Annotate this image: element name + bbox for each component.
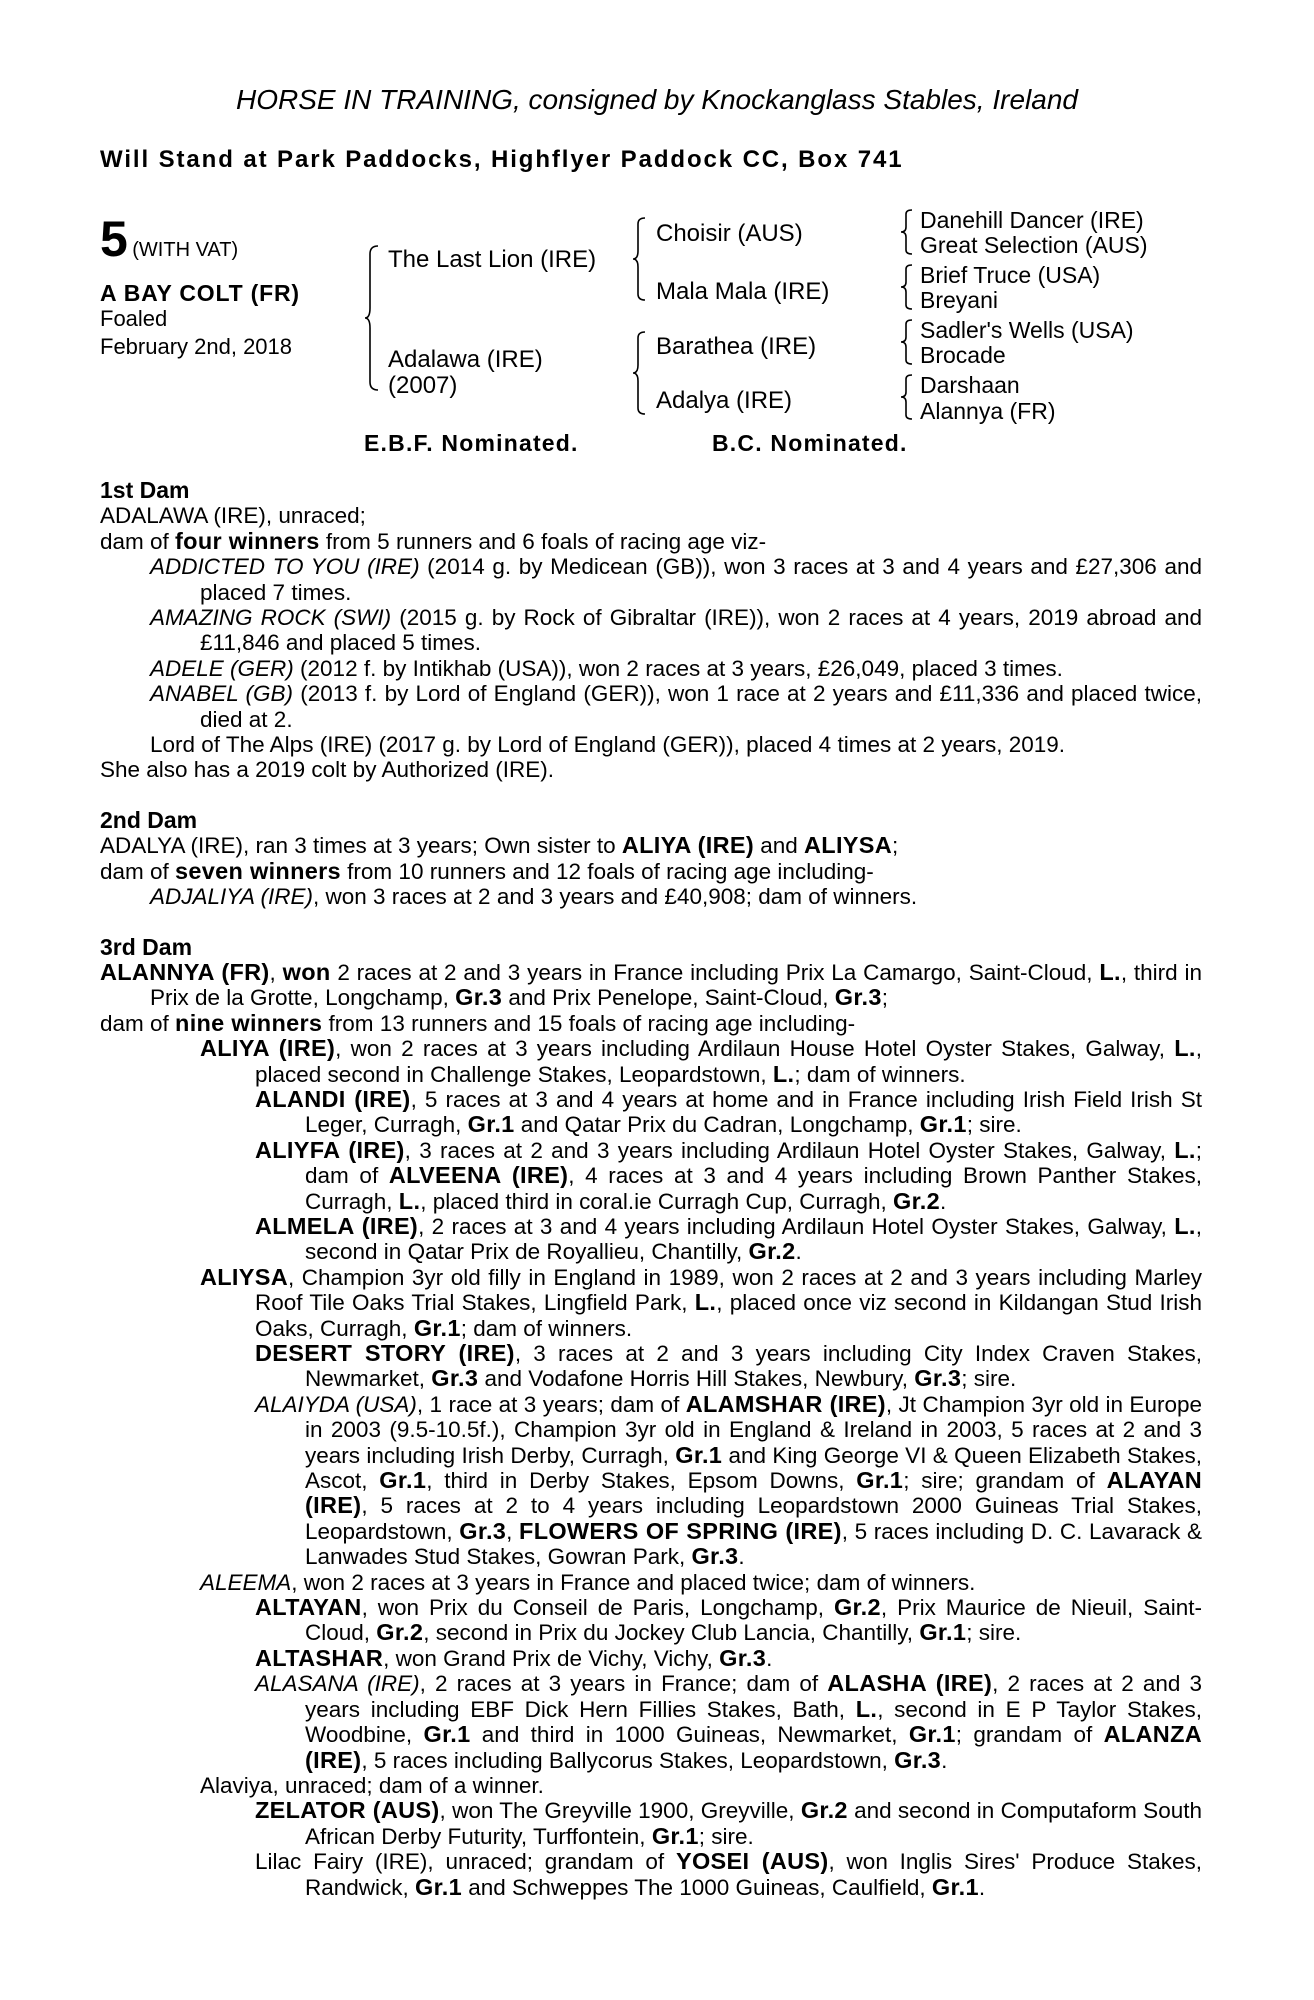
produce-entry-alaiyda: ALAIYDA (USA), 1 race at 3 years; dam of ALAMSHAR (IRE), Jt Champion 3yr old in Europe in 2003 (9.5-10.5f.), Champion 3yr old in England & Ireland in 2003, 5 races at 2 and 3 years including Irish Derby, Curragh, Gr.1 and King George VI & Queen Elizabeth Stakes, Ascot, Gr.1, third in Derby Stakes, Epsom Downs, Gr.1; sire; grandam of ALAYAN (IRE), 5 races at 2 to 4 years including Leopardstown 2000 Guineas Trial Stakes, Leopardstown, Gr.3, FLOWERS OF SPRING (IRE), 5 races including D. C. Lavarack & Lanwades Stud Stakes, Gowran Park, Gr.3. bbox=[255, 1390, 1202, 1570]
produce-entry-aliysa: ALIYSA, Champion 3yr old filly in England in 1989, won 2 races at 2 and 3 years including Marley Roof Tile Oaks Trial Stakes, Lingfield Park, L., placed once viz second in Kildangan Stud Irish Oaks, Curragh, Gr.1; dam of winners. bbox=[200, 1263, 1202, 1341]
great-granddam-4: Breyani bbox=[920, 287, 998, 313]
sire-dam: Mala Mala (IRE) bbox=[656, 278, 830, 305]
produce-entry-aliyfa: ALIYFA (IRE), 3 races at 2 and 3 years including Ardilaun Hotel Oyster Stakes, Galway, L.; dam of ALVEENA (IRE), 4 races at 3 and 4 years including Brown Panther Stakes, Curragh, L., placed third in coral.ie Curragh Cup, Curragh, Gr.2. bbox=[255, 1136, 1202, 1214]
stand-location: Will Stand at Park Paddocks, Highflyer Paddock CC, Box 741 bbox=[100, 146, 904, 173]
first-dam-name-line: ADALAWA (IRE), unraced; bbox=[100, 503, 366, 529]
produce-note: She also has a 2019 colt by Authorized (IRE). bbox=[100, 757, 555, 783]
foaled-date: February 2nd, 2018 bbox=[100, 334, 293, 359]
great-grandsire-3: Brief Truce (USA) bbox=[920, 262, 1101, 288]
great-granddam-6: Brocade bbox=[920, 342, 1006, 368]
brace-sire-dam bbox=[364, 244, 384, 392]
sire-sire: Choisir (AUS) bbox=[656, 220, 803, 247]
produce-entry-alaviya: Alaviya, unraced; dam of a winner. bbox=[200, 1772, 544, 1798]
produce-entry-desert-story: DESERT STORY (IRE), 3 races at 2 and 3 years including City Index Craven Stakes, Newmarket, Gr.3 and Vodafone Horris Hill Stakes, Newbury, Gr.3; sire. bbox=[255, 1340, 1202, 1392]
brace-g56 bbox=[900, 318, 916, 366]
produce-entry-altayan: ALTAYAN, won Prix du Conseil de Paris, Longchamp, Gr.2, Prix Maurice de Nieuil, Saint-Cloud, Gr.2, second in Prix du Jockey Club Lancia, Chantilly, Gr.1; sire. bbox=[255, 1594, 1202, 1646]
produce-entry-alandi: ALANDI (IRE), 5 races at 3 and 4 years at home and in France including Irish Field Irish St Leger, Curragh, Gr.1 and Qatar Prix du Cadran, Longchamp, Gr.1; sire. bbox=[255, 1085, 1202, 1138]
third-dam-produce-line: dam of nine winners from 13 runners and 15 foals of racing age including- bbox=[100, 1009, 856, 1036]
produce-entry-almela: ALMELA (IRE), 2 races at 3 and 4 years including Ardilaun Hotel Oyster Stakes, Galway, L., second in Qatar Prix de Royallieu, Chantilly, Gr.2. bbox=[255, 1212, 1202, 1265]
produce-entry: ANABEL (GB) (2013 f. by Lord of England (GER)), won 1 race at 2 years and £11,336 and placed twice, died at 2. bbox=[150, 681, 1202, 732]
great-grandsire-7: Darshaan bbox=[920, 372, 1020, 398]
produce-entry: AMAZING ROCK (SWI) (2015 g. by Rock of Gibraltar (IRE)), won 2 races at 4 years, 2019 abroad and £11,846 and placed 5 times. bbox=[150, 605, 1202, 656]
second-dam-name-line: ADALYA (IRE), ran 3 times at 3 years; Own sister to ALIYA (IRE) and ALIYSA; bbox=[100, 832, 899, 859]
produce-entry: ADDICTED TO YOU (IRE) (2014 g. by Medicean (GB)), won 3 races at 3 and 4 years and £27,306 and placed 7 times. bbox=[150, 554, 1202, 605]
vat-label: (WITH VAT) bbox=[132, 239, 239, 261]
dam-sire: Barathea (IRE) bbox=[656, 333, 817, 360]
great-grandsire-1: Danehill Dancer (IRE) bbox=[920, 207, 1144, 233]
produce-entry-alasana: ALASANA (IRE), 2 races at 3 years in France; dam of ALASHA (IRE), 2 races at 2 and 3 years including EBF Dick Hern Fillies Stakes, Bath, L., second in E P Taylor Stakes, Woodbine, Gr.1 and third in 1000 Guineas, Newmarket, Gr.1; grandam of ALANZA (IRE), 5 races including Ballycorus Stakes, Leopardstown, Gr.3. bbox=[255, 1670, 1203, 1773]
catalogue-heading: HORSE IN TRAINING, consigned by Knockanglass Stables, Ireland bbox=[236, 84, 1078, 115]
produce-entry: ADJALIYA (IRE), won 3 races at 2 and 3 years and £40,908; dam of winners. bbox=[150, 884, 918, 910]
produce-entry-zelator: ZELATOR (AUS), won The Greyville 1900, Greyville, Gr.2 and second in Computaform South African Derby Futurity, Turffontein, Gr.1; sire. bbox=[255, 1797, 1202, 1849]
brace-g12 bbox=[900, 208, 916, 256]
first-dam-heading: 1st Dam bbox=[100, 477, 190, 503]
produce-entry-aliya: ALIYA (IRE), won 2 races at 3 years including Ardilaun House Hotel Oyster Stakes, Galway, L., placed second in Challenge Stakes, Leopardstown, L.; dam of winners. bbox=[200, 1035, 1202, 1087]
first-dam-produce-line: dam of four winners from 5 runners and 6 foals of racing age viz- bbox=[100, 527, 767, 554]
produce-entry-aleema: ALEEMA, won 2 races at 3 years in France and placed twice; dam of winners. bbox=[200, 1569, 976, 1595]
dam-year: (2007) bbox=[388, 372, 458, 399]
great-granddam-2: Great Selection (AUS) bbox=[920, 232, 1148, 258]
second-dam-heading: 2nd Dam bbox=[100, 806, 198, 833]
brace-dam-line bbox=[632, 330, 650, 416]
lot-number: 5 bbox=[100, 211, 128, 267]
sire: The Last Lion (IRE) bbox=[388, 246, 597, 273]
brace-g78 bbox=[900, 373, 916, 421]
produce-entry-lilac-fairy: Lilac Fairy (IRE), unraced; grandam of YOSEI (AUS), won Inglis Sires' Produce Stakes, Randwick, Gr.1 and Schweppes The 1000 Guineas, Caulfield, Gr.1. bbox=[255, 1848, 1202, 1900]
third-dam-heading: 3rd Dam bbox=[100, 933, 193, 960]
lot-number-line bbox=[100, 211, 239, 267]
dam-dam: Adalya (IRE) bbox=[656, 387, 793, 414]
dam: Adalawa (IRE) bbox=[388, 346, 543, 373]
foaled-label: Foaled bbox=[100, 306, 168, 331]
produce-entry: Lord of The Alps (IRE) (2017 g. by Lord of England (GER)), placed 4 times at 2 years, 2019. bbox=[150, 732, 1066, 758]
produce-entry: ADELE (GER) (2012 f. by Intikhab (USA)), won 2 races at 3 years, £26,049, placed 3 times. bbox=[150, 655, 1063, 681]
ebf-nominated: E.B.F. Nominated. bbox=[364, 430, 579, 456]
produce-entry-altashar: ALTASHAR, won Grand Prix de Vichy, Vichy, Gr.3. bbox=[255, 1644, 773, 1671]
bc-nominated: B.C. Nominated. bbox=[712, 430, 908, 456]
great-grandsire-5: Sadler's Wells (USA) bbox=[920, 317, 1134, 343]
brace-g34 bbox=[900, 263, 916, 311]
brace-sire-line bbox=[632, 216, 650, 302]
great-granddam-8: Alannya (FR) bbox=[920, 398, 1056, 424]
lot-description: A BAY COLT (FR) bbox=[100, 280, 300, 306]
family-text bbox=[100, 478, 1202, 1900]
second-dam-produce-line: dam of seven winners from 10 runners and 12 foals of racing age including- bbox=[100, 857, 874, 884]
third-dam-name-line: ALANNYA (FR), won 2 races at 2 and 3 years in France including Prix La Camargo, Saint-Cloud, L., third in Prix de la Grotte, Longchamp, Gr.3 and Prix Penelope, Saint-Cloud, Gr.3; bbox=[100, 958, 1202, 1011]
